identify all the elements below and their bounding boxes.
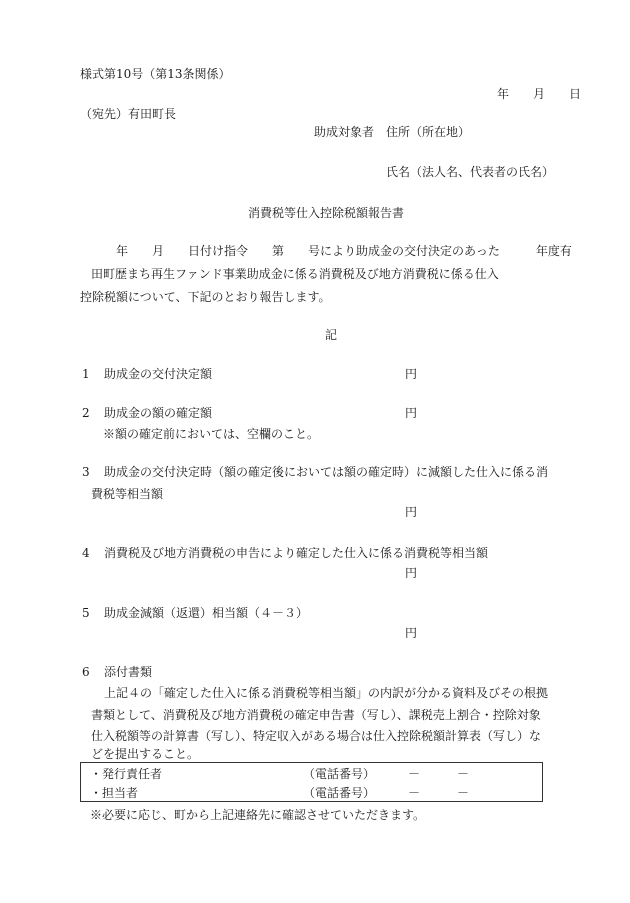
contact-role-issuer: ・発行責任者	[90, 767, 163, 781]
item-6-label: 添付書類	[104, 665, 153, 679]
item-5-label: 助成金減額（返還）相当額（４－３）	[104, 606, 309, 620]
item-1-unit: 円	[405, 367, 418, 381]
intro-line-1: 年 月 日付け指令 第 号により助成金の交付決定のあった 年度有	[116, 244, 572, 258]
item-5-unit: 円	[405, 626, 418, 640]
item-3-unit: 円	[405, 505, 418, 519]
contact-dash-staff-1: －	[408, 786, 421, 800]
item-3-number: 3	[82, 465, 90, 479]
applicant-label: 助成対象者	[314, 125, 375, 139]
item-2-note: ※額の確定前においては、空欄のこと。	[103, 427, 320, 441]
item-2-unit: 円	[405, 406, 418, 420]
contact-phone-label-issuer: （電話番号）	[303, 767, 376, 781]
recipient: （宛先）有田町長	[80, 107, 177, 121]
item-6-number: 6	[82, 665, 90, 679]
item-5-number: 5	[82, 606, 90, 620]
item-6-line-4: どを提出すること。	[91, 747, 200, 761]
item-4-label: 消費税及び地方消費税の申告により確定した仕入に係る消費税等相当額	[104, 546, 489, 560]
contact-role-staff: ・担当者	[90, 786, 139, 800]
item-3-label-line-1: 助成金の交付決定時（額の確定後においては額の確定時）に減額した仕入に係る消	[104, 465, 549, 479]
contact-dash-staff-2: －	[457, 786, 470, 800]
item-6-line-1: 上記４の「確定した仕入に係る消費税等相当額」の内訳が分かる資料及びその根拠	[104, 686, 549, 700]
item-6-line-3: 仕入税額等の計算書（写し）、特定収入がある場合は仕入控除税額計算表（写し）な	[91, 729, 542, 743]
report-date: 年 月 日	[497, 87, 582, 101]
intro-line-2: 田町歴まち再生ファンド事業助成金に係る消費税及び地方消費税に係る仕入	[91, 267, 499, 281]
item-1-number: 1	[82, 367, 90, 381]
item-1-label: 助成金の交付決定額	[104, 367, 213, 381]
applicant-address: 住所（所在地）	[386, 125, 471, 139]
applicant-name: 氏名（法人名、代表者の氏名）	[386, 165, 555, 179]
form-number: 様式第10号（第13条関係）	[80, 67, 231, 81]
ki-heading: 記	[325, 328, 338, 342]
item-4-unit: 円	[405, 566, 418, 580]
item-6-line-2: 書類として、消費税及び地方消費税の確定申告書（写し）、課税売上割合・控除対象	[91, 708, 541, 722]
item-3-label-line-2: 費税等相当額	[91, 487, 164, 501]
document-title: 消費税等仕入控除税額報告書	[248, 206, 405, 220]
contact-phone-label-staff: （電話番号）	[303, 786, 376, 800]
intro-line-3: 控除税額について、下記のとおり報告します。	[80, 290, 331, 304]
contact-dash-issuer-1: －	[408, 767, 421, 781]
item-4-number: 4	[82, 546, 90, 560]
item-2-number: 2	[82, 406, 90, 420]
contact-dash-issuer-2: －	[457, 767, 470, 781]
item-2-label: 助成金の額の確定額	[104, 406, 213, 420]
footer-note: ※必要に応じ、町から上記連絡先に確認させていただきます。	[90, 808, 426, 822]
